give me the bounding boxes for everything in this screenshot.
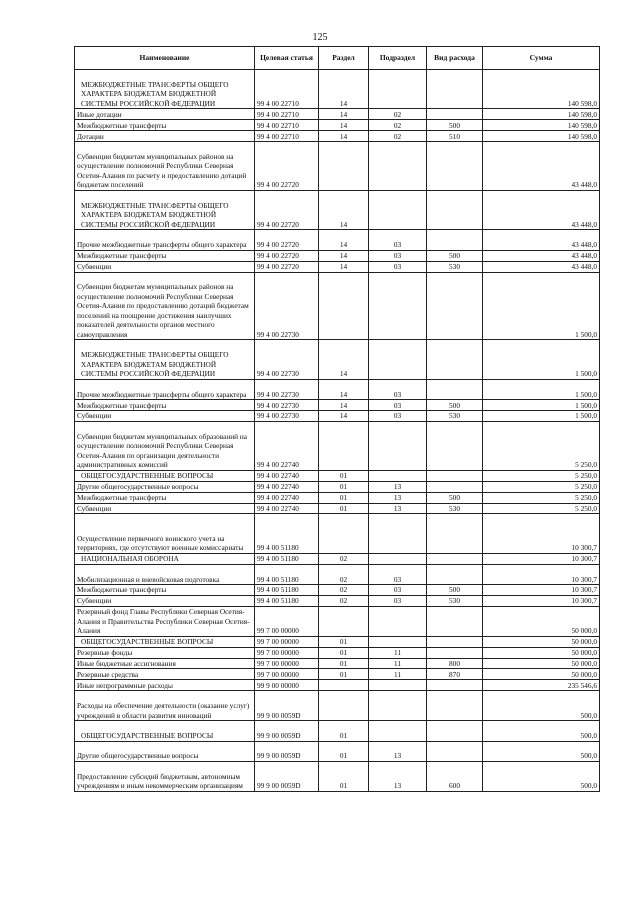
row-section: 14 <box>319 109 369 120</box>
row-sum: 5 250,0 <box>483 470 600 481</box>
row-sum: 140 598,0 <box>483 109 600 120</box>
row-expense-type <box>427 680 483 691</box>
row-name: ОБЩЕГОСУДАРСТВЕННЫЕ ВОПРОСЫ <box>75 636 255 647</box>
row-target-code: 99 4 00 22710 <box>255 120 319 131</box>
row-name: Другие общегосударственные вопросы <box>75 481 255 492</box>
row-target-code: 99 7 00 00000 <box>255 658 319 669</box>
row-name: Межбюджетные трансферты <box>75 492 255 503</box>
row-subsection <box>369 553 427 564</box>
row-subsection <box>369 636 427 647</box>
row-expense-type <box>427 741 483 761</box>
table-row <box>75 120 600 131</box>
row-sum: 50 000,0 <box>483 606 600 636</box>
row-expense-type <box>427 514 483 553</box>
row-section: 14 <box>319 250 369 261</box>
row-subsection: 03 <box>369 400 427 411</box>
table-row <box>75 669 600 680</box>
row-expense-type: 600 <box>427 761 483 791</box>
row-subsection: 02 <box>369 131 427 142</box>
row-name: Иные непрограммные расходы <box>75 680 255 691</box>
row-section <box>319 680 369 691</box>
table-row <box>75 272 600 340</box>
table-row <box>75 647 600 658</box>
row-name: Прочие межбюджетные трансферты общего характера <box>75 379 255 399</box>
table-row <box>75 585 600 596</box>
row-sum: 50 000,0 <box>483 636 600 647</box>
table-row <box>75 595 600 606</box>
column-header-expense-type: Вид расхода <box>427 47 483 70</box>
row-expense-type <box>427 636 483 647</box>
row-name: Иные бюджетные ассигнования <box>75 658 255 669</box>
row-target-code: 99 9 00 0059D <box>255 741 319 761</box>
row-name: Другие общегосударственные вопросы <box>75 741 255 761</box>
row-section: 14 <box>319 131 369 142</box>
column-header-section: Раздел <box>319 47 369 70</box>
row-subsection <box>369 691 427 721</box>
row-subsection: 13 <box>369 761 427 791</box>
row-section: 14 <box>319 230 369 250</box>
row-subsection: 03 <box>369 261 427 272</box>
row-sum: 500,0 <box>483 761 600 791</box>
row-section: 01 <box>319 669 369 680</box>
row-section: 14 <box>319 190 369 229</box>
row-section: 14 <box>319 261 369 272</box>
row-sum: 500,0 <box>483 721 600 741</box>
row-subsection: 13 <box>369 503 427 514</box>
row-target-code: 99 4 00 51180 <box>255 585 319 596</box>
row-sum: 5 250,0 <box>483 421 600 470</box>
row-section: 02 <box>319 553 369 564</box>
table-row <box>75 230 600 250</box>
row-sum: 5 250,0 <box>483 481 600 492</box>
table-row <box>75 421 600 470</box>
row-target-code: 99 4 00 22710 <box>255 131 319 142</box>
row-target-code: 99 4 00 51180 <box>255 564 319 584</box>
row-name: Межбюджетные трансферты <box>75 400 255 411</box>
row-name: Осуществление первичного воинского учета на территориях, где отсутствуют военные комиссариаты <box>75 514 255 553</box>
row-section <box>319 421 369 470</box>
row-target-code: 99 4 00 51180 <box>255 514 319 553</box>
row-target-code: 99 4 00 22720 <box>255 230 319 250</box>
row-sum: 140 598,0 <box>483 131 600 142</box>
row-name: МЕЖБЮДЖЕТНЫЕ ТРАНСФЕРТЫ ОБЩЕГО ХАРАКТЕРА БЮДЖЕТАМ БЮДЖЕТНОЙ СИСТЕМЫ РОССИЙСКОЙ ФЕДЕРАЦИИ <box>75 190 255 229</box>
row-target-code: 99 7 00 00000 <box>255 606 319 636</box>
row-subsection: 03 <box>369 564 427 584</box>
row-name: МЕЖБЮДЖЕТНЫЕ ТРАНСФЕРТЫ ОБЩЕГО ХАРАКТЕРА БЮДЖЕТАМ БЮДЖЕТНОЙ СИСТЕМЫ РОССИЙСКОЙ ФЕДЕРАЦИИ <box>75 70 255 109</box>
row-name: Расходы на обеспечение деятельности (оказание услуг) учреждений в области развития инноваций <box>75 691 255 721</box>
row-section: 14 <box>319 120 369 131</box>
table-row <box>75 109 600 120</box>
row-expense-type: 530 <box>427 411 483 422</box>
table-row <box>75 553 600 564</box>
row-expense-type: 500 <box>427 585 483 596</box>
row-sum: 5 250,0 <box>483 503 600 514</box>
table-row <box>75 131 600 142</box>
row-target-code: 99 4 00 22740 <box>255 481 319 492</box>
row-target-code: 99 7 00 00000 <box>255 636 319 647</box>
row-name: Субвенции бюджетам муниципальных образований на осуществление полномочий Республики Северная Осетия-Алания по организации деятельности административных комиссий <box>75 421 255 470</box>
row-expense-type <box>427 272 483 340</box>
table-row <box>75 680 600 691</box>
row-subsection: 02 <box>369 120 427 131</box>
row-section: 01 <box>319 741 369 761</box>
row-subsection: 11 <box>369 669 427 680</box>
row-name: Субвенции <box>75 411 255 422</box>
row-target-code: 99 4 00 22740 <box>255 503 319 514</box>
table-row <box>75 142 600 191</box>
row-target-code: 99 4 00 22720 <box>255 190 319 229</box>
table-row <box>75 636 600 647</box>
page-number: 125 <box>312 32 328 43</box>
table-row <box>75 658 600 669</box>
row-sum: 500,0 <box>483 691 600 721</box>
row-subsection: 03 <box>369 379 427 399</box>
row-name: Межбюджетные трансферты <box>75 250 255 261</box>
row-section: 01 <box>319 492 369 503</box>
row-expense-type <box>427 142 483 191</box>
row-target-code: 99 4 00 22730 <box>255 400 319 411</box>
table-row <box>75 400 600 411</box>
column-header-name: Наименование <box>75 47 255 70</box>
row-section: 14 <box>319 411 369 422</box>
row-expense-type: 500 <box>427 250 483 261</box>
row-target-code: 99 4 00 22740 <box>255 492 319 503</box>
row-subsection: 02 <box>369 109 427 120</box>
row-name: Субвенции <box>75 261 255 272</box>
row-section: 02 <box>319 595 369 606</box>
row-expense-type: 530 <box>427 595 483 606</box>
table-body <box>75 70 600 792</box>
row-expense-type <box>427 379 483 399</box>
row-target-code: 99 4 00 22710 <box>255 70 319 109</box>
row-section: 02 <box>319 585 369 596</box>
row-subsection: 13 <box>369 741 427 761</box>
row-target-code: 99 4 00 22720 <box>255 250 319 261</box>
row-sum: 10 300,7 <box>483 553 600 564</box>
row-target-code: 99 4 00 22730 <box>255 272 319 340</box>
row-subsection <box>369 272 427 340</box>
row-sum: 43 448,0 <box>483 230 600 250</box>
row-sum: 1 500,0 <box>483 272 600 340</box>
row-section: 14 <box>319 400 369 411</box>
row-sum: 5 250,0 <box>483 492 600 503</box>
row-section <box>319 691 369 721</box>
row-target-code: 99 4 00 22730 <box>255 340 319 379</box>
row-subsection <box>369 470 427 481</box>
row-section: 01 <box>319 647 369 658</box>
column-header-subsection: Подраздел <box>369 47 427 70</box>
row-section <box>319 514 369 553</box>
row-subsection <box>369 142 427 191</box>
row-name: Межбюджетные трансферты <box>75 120 255 131</box>
row-expense-type: 510 <box>427 131 483 142</box>
row-sum: 50 000,0 <box>483 669 600 680</box>
row-section: 01 <box>319 470 369 481</box>
table-row <box>75 741 600 761</box>
row-name: МЕЖБЮДЖЕТНЫЕ ТРАНСФЕРТЫ ОБЩЕГО ХАРАКТЕРА БЮДЖЕТАМ БЮДЖЕТНОЙ СИСТЕМЫ РОССИЙСКОЙ ФЕДЕРАЦИИ <box>75 340 255 379</box>
row-target-code: 99 7 00 00000 <box>255 647 319 658</box>
table-row <box>75 761 600 791</box>
row-sum: 43 448,0 <box>483 250 600 261</box>
row-sum: 140 598,0 <box>483 120 600 131</box>
row-expense-type: 530 <box>427 503 483 514</box>
row-expense-type: 530 <box>427 261 483 272</box>
row-section: 01 <box>319 481 369 492</box>
column-header-sum: Сумма <box>483 47 600 70</box>
row-sum: 10 300,7 <box>483 514 600 553</box>
table-header-row <box>75 47 600 70</box>
table-row <box>75 721 600 741</box>
row-target-code: 99 4 00 51180 <box>255 553 319 564</box>
row-name: Прочие межбюджетные трансферты общего характера <box>75 230 255 250</box>
row-section: 01 <box>319 503 369 514</box>
row-section: 01 <box>319 761 369 791</box>
row-subsection: 11 <box>369 658 427 669</box>
table-row <box>75 492 600 503</box>
row-sum: 140 598,0 <box>483 70 600 109</box>
row-expense-type <box>427 481 483 492</box>
row-section: 14 <box>319 70 369 109</box>
row-section: 14 <box>319 379 369 399</box>
row-name: Межбюджетные трансферты <box>75 585 255 596</box>
row-section: 01 <box>319 721 369 741</box>
row-expense-type: 800 <box>427 658 483 669</box>
row-expense-type <box>427 721 483 741</box>
row-subsection <box>369 70 427 109</box>
row-expense-type <box>427 70 483 109</box>
row-name: Резервные фонды <box>75 647 255 658</box>
row-subsection: 03 <box>369 230 427 250</box>
row-expense-type <box>427 647 483 658</box>
row-section: 01 <box>319 658 369 669</box>
table-row <box>75 340 600 379</box>
row-expense-type <box>427 230 483 250</box>
row-target-code: 99 4 00 22730 <box>255 411 319 422</box>
budget-table <box>74 46 600 792</box>
row-sum: 50 000,0 <box>483 647 600 658</box>
row-name: ОБЩЕГОСУДАРСТВЕННЫЕ ВОПРОСЫ <box>75 470 255 481</box>
row-expense-type <box>427 691 483 721</box>
row-expense-type: 500 <box>427 492 483 503</box>
row-subsection: 11 <box>369 647 427 658</box>
table-row <box>75 70 600 109</box>
row-sum: 43 448,0 <box>483 261 600 272</box>
row-expense-type <box>427 470 483 481</box>
table-row <box>75 250 600 261</box>
row-section <box>319 606 369 636</box>
row-expense-type <box>427 564 483 584</box>
row-section: 14 <box>319 340 369 379</box>
row-target-code: 99 9 00 0059D <box>255 761 319 791</box>
row-name: Субвенции бюджетам муниципальных районов на осуществление полномочий Республики Северная Осетия-Алания по расчету и предоставлению дотаций бюджетам поселений <box>75 142 255 191</box>
table-row <box>75 691 600 721</box>
row-expense-type: 500 <box>427 120 483 131</box>
row-target-code: 99 4 00 22740 <box>255 470 319 481</box>
row-target-code: 99 9 00 0059D <box>255 721 319 741</box>
row-name: Иные дотации <box>75 109 255 120</box>
row-expense-type: 870 <box>427 669 483 680</box>
row-target-code: 99 7 00 00000 <box>255 669 319 680</box>
row-subsection: 03 <box>369 595 427 606</box>
row-target-code: 99 4 00 22720 <box>255 142 319 191</box>
row-expense-type: 500 <box>427 400 483 411</box>
row-subsection: 13 <box>369 481 427 492</box>
row-target-code: 99 4 00 22710 <box>255 109 319 120</box>
table-row <box>75 261 600 272</box>
row-name: Резервный фонд Главы Республики Северная Осетия-Алания и Правительства Республики Северная Осетия-Алания <box>75 606 255 636</box>
row-subsection <box>369 606 427 636</box>
row-target-code: 99 4 00 22730 <box>255 379 319 399</box>
row-expense-type <box>427 553 483 564</box>
row-subsection <box>369 190 427 229</box>
row-sum: 1 500,0 <box>483 379 600 399</box>
row-subsection: 03 <box>369 250 427 261</box>
table-row <box>75 470 600 481</box>
row-name: Предоставление субсидий бюджетным, автономным учреждениям и иным некоммерческим организациям <box>75 761 255 791</box>
table-row <box>75 481 600 492</box>
row-subsection: 13 <box>369 492 427 503</box>
row-subsection: 03 <box>369 411 427 422</box>
row-target-code: 99 4 00 51180 <box>255 595 319 606</box>
row-sum: 43 448,0 <box>483 190 600 229</box>
row-target-code: 99 4 00 22720 <box>255 261 319 272</box>
row-target-code: 99 9 00 00000 <box>255 680 319 691</box>
row-expense-type <box>427 421 483 470</box>
column-header-target: Целевая статья <box>255 47 319 70</box>
row-sum: 235 546,6 <box>483 680 600 691</box>
row-name: Дотации <box>75 131 255 142</box>
row-subsection <box>369 514 427 553</box>
row-section: 01 <box>319 636 369 647</box>
row-sum: 43 448,0 <box>483 142 600 191</box>
row-section: 02 <box>319 564 369 584</box>
row-target-code: 99 4 00 22740 <box>255 421 319 470</box>
table-row <box>75 606 600 636</box>
row-sum: 1 500,0 <box>483 340 600 379</box>
row-sum: 1 500,0 <box>483 400 600 411</box>
table-row <box>75 190 600 229</box>
row-subsection <box>369 340 427 379</box>
row-subsection: 03 <box>369 585 427 596</box>
row-section <box>319 272 369 340</box>
row-name: НАЦИОНАЛЬНАЯ ОБОРОНА <box>75 553 255 564</box>
table-row <box>75 564 600 584</box>
table-row <box>75 503 600 514</box>
row-sum: 500,0 <box>483 741 600 761</box>
row-sum: 1 500,0 <box>483 411 600 422</box>
table-row <box>75 411 600 422</box>
row-name: Субвенции <box>75 503 255 514</box>
row-section <box>319 142 369 191</box>
row-expense-type <box>427 109 483 120</box>
row-sum: 10 300,7 <box>483 595 600 606</box>
row-sum: 50 000,0 <box>483 658 600 669</box>
row-name: ОБЩЕГОСУДАРСТВЕННЫЕ ВОПРОСЫ <box>75 721 255 741</box>
row-name: Субвенции <box>75 595 255 606</box>
row-expense-type <box>427 340 483 379</box>
table-row <box>75 379 600 399</box>
row-subsection <box>369 421 427 470</box>
table-row <box>75 514 600 553</box>
row-name: Субвенции бюджетам муниципальных районов на осуществление полномочий Республики Северная Осетия-Алания по предоставлению дотаций бюджетам поселений на поощрение достижения наилучших показателей деятельности органов местного самоуправления <box>75 272 255 340</box>
row-expense-type <box>427 190 483 229</box>
row-subsection <box>369 680 427 691</box>
row-expense-type <box>427 606 483 636</box>
row-name: Мобилизационная и вневойсковая подготовка <box>75 564 255 584</box>
row-sum: 10 300,7 <box>483 585 600 596</box>
row-subsection <box>369 721 427 741</box>
row-sum: 10 300,7 <box>483 564 600 584</box>
row-name: Резервные средства <box>75 669 255 680</box>
row-target-code: 99 9 00 0059D <box>255 691 319 721</box>
